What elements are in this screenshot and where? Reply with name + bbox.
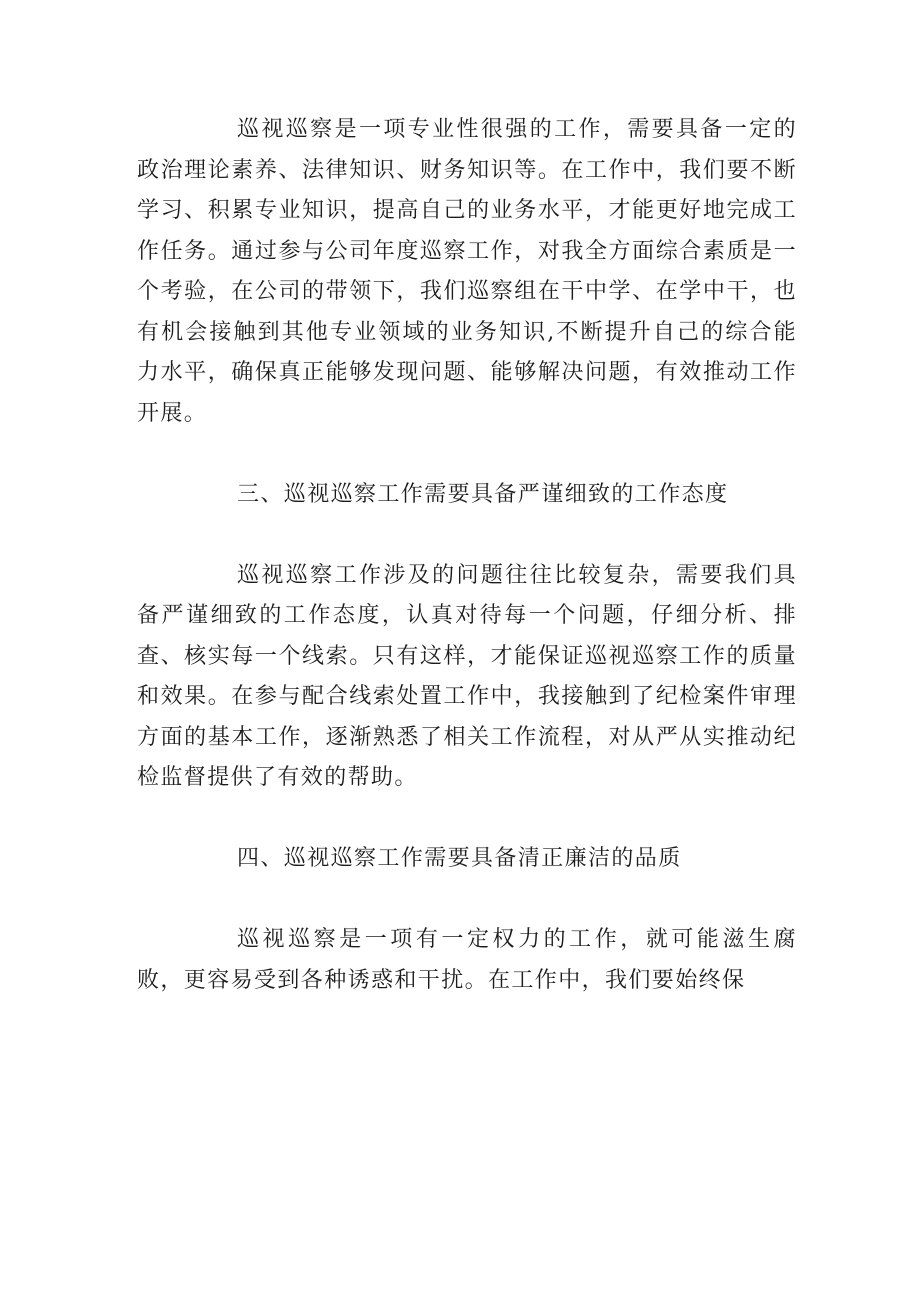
paragraph-spacer	[137, 880, 797, 921]
document-body	[137, 110, 797, 1001]
section-heading-4: 四、巡视巡察工作需要具备清正廉洁的品质	[237, 846, 682, 871]
paragraph-rigorous-attitude: 巡视巡察工作涉及的问题往往比较复杂，需要我们具备严谨细致的工作态度，认真对待每一个问题，仔细分析、排查、核实每一个线索。只有这样，才能保证巡视巡察工作的质量和效果。在参与配合线索处置工作中，我接触到了纪检案件审理方面的基本工作，逐渐熟悉了相关工作流程，对从严从实推动纪检监督提供了有效的帮助。	[137, 562, 797, 790]
paragraph-integrity: 巡视巡察是一项有一定权力的工作，就可能滋生腐败，更容易受到各种诱惑和干扰。在工作中，我们要始终保	[137, 927, 797, 993]
paragraph-spacer	[137, 799, 797, 840]
paragraph-spacer	[137, 515, 797, 556]
section-heading-3: 三、巡视巡察工作需要具备严谨细致的工作态度	[237, 481, 729, 507]
paragraph-professional-knowledge: 巡视巡察是一项专业性很强的工作，需要具备一定的政治理论素养、法律知识、财务知识等。在工作中，我们要不断学习、积累专业知识，提高自己的业务水平，才能更好地完成工作任务。通过参与公司年度巡察工作，对我全方面综合素质是一个考验，在公司的带领下，我们巡察组在干中学、在学中干，也有机会接触到其他专业领域的业务知识,不断提升自己的综合能力水平，确保真正能够发现问题、能够解决问题，有效推动工作开展。	[137, 117, 797, 426]
paragraph-spacer	[137, 434, 797, 475]
